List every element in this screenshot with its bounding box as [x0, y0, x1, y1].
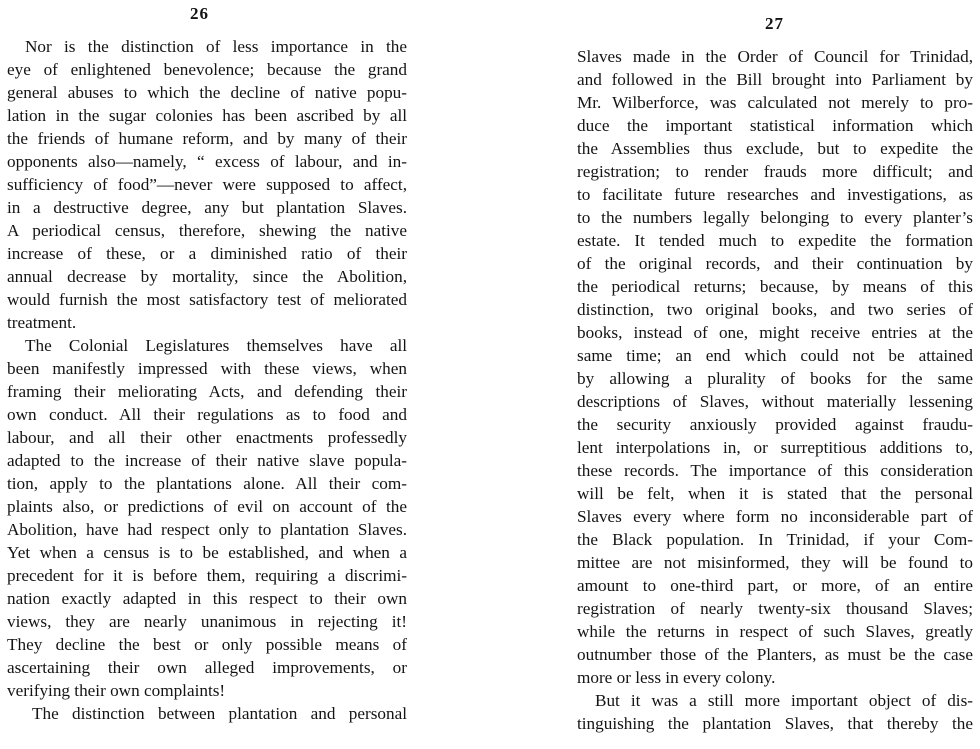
- text-line: descriptions of Slaves, without materially lessening: [577, 392, 973, 411]
- text-line: same time; an end which could not be attained: [577, 346, 973, 365]
- text-line: A periodical census, therefore, shewing the native: [7, 221, 407, 240]
- text-line: registration of nearly twenty-six thousand Slaves;: [577, 599, 973, 618]
- text-line: labour, and all their other enactments professedly: [7, 428, 407, 447]
- right-page-text: [577, 45, 973, 735]
- text-line: general abuses to which the decline of native popu-: [7, 83, 407, 102]
- text-line: The Colonial Legislatures themselves have all: [25, 336, 407, 355]
- text-line: adapted to the increase of their native slave popula-: [7, 451, 407, 470]
- text-line: sufficiency of food”—never were supposed to affect,: [7, 175, 407, 194]
- right-page: [560, 0, 980, 749]
- text-line: lent interpolations in, or surreptitious additions to,: [577, 438, 973, 457]
- text-line: by allowing a plurality of books for the same: [577, 369, 973, 388]
- text-line: increase of these, or a diminished ratio of their: [7, 244, 407, 263]
- text-line: tinguishing the plantation Slaves, that thereby the: [577, 714, 973, 733]
- text-line: annual decrease by mortality, since the Abolition,: [7, 267, 407, 286]
- text-line: to facilitate future researches and investigations, as: [577, 185, 973, 204]
- page-number-right: 27: [765, 14, 784, 33]
- text-line: mittee are not misinformed, they will be found to: [577, 553, 973, 572]
- left-page: [0, 0, 420, 749]
- text-line: and followed in the Bill brought into Parliament by: [577, 70, 973, 89]
- text-line: ascertaining their own alleged improvements, or: [7, 658, 407, 677]
- text-line: to the numbers legally belonging to every planter’s: [577, 208, 973, 227]
- text-line: precedent for it is before them, requiring a discrimi-: [7, 566, 407, 585]
- text-line: Abolition, have had respect only to plantation Slaves.: [7, 520, 407, 539]
- text-line: books, instead of one, might receive entries at the: [577, 323, 973, 342]
- text-line: The distinction between plantation and personal: [32, 704, 407, 723]
- text-line: been manifestly impressed with these views, when: [7, 359, 407, 378]
- text-line: registration; to render frauds more difficult; and: [577, 162, 973, 181]
- text-line: opponents also—namely, “ excess of labour, and in-: [7, 152, 407, 171]
- text-line: lation in the sugar colonies has been ascribed by all: [7, 106, 407, 125]
- text-line: the security anxiously provided against fraudu-: [577, 415, 973, 434]
- text-line: views, they are nearly unanimous in rejecting it!: [7, 612, 407, 631]
- text-line: They decline the best or only possible means of: [7, 635, 407, 654]
- text-line: But it was a still more important object of dis-: [595, 691, 973, 710]
- text-line: the periodical returns; because, by means of this: [577, 277, 973, 296]
- text-line: the Assemblies thus exclude, but to expedite the: [577, 139, 973, 158]
- text-line: outnumber those of the Planters, as must be the case: [577, 645, 973, 664]
- text-line: will be felt, when it is stated that the personal: [577, 484, 973, 503]
- page-number-left: 26: [190, 4, 209, 23]
- text-line: tion, apply to the plantations alone. All their com-: [7, 474, 407, 493]
- text-line: the friends of humane reform, and by many of their: [7, 129, 407, 148]
- text-line: eye of enlightened benevolence; because the grand: [7, 60, 407, 79]
- text-line: more or less in every colony.: [577, 668, 776, 687]
- text-line: Slaves every where form no inconsiderable part of: [577, 507, 973, 526]
- text-line: while the returns in respect of such Slaves, greatly: [577, 622, 973, 641]
- text-line: Yet when a census is to be established, and when a: [7, 543, 407, 562]
- text-line: would furnish the most satisfactory test of meliorated: [7, 290, 407, 309]
- text-line: Mr. Wilberforce, was calculated not merely to pro-: [577, 93, 973, 112]
- text-line: these records. The importance of this consideration: [577, 461, 973, 480]
- text-line: duce the important statistical information which: [577, 116, 973, 135]
- text-line: of the original records, and their continuation by: [577, 254, 973, 273]
- text-line: treatment.: [7, 313, 77, 332]
- text-line: nation exactly adapted in this respect to their own: [7, 589, 407, 608]
- text-line: amount to one-third part, or more, of an entire: [577, 576, 973, 595]
- text-line: distinction, two original books, and two series of: [577, 300, 973, 319]
- text-line: Nor is the distinction of less importance in the: [25, 37, 407, 56]
- text-line: estate. It tended much to expedite the formation: [577, 231, 973, 250]
- text-line: in a destructive degree, any but plantation Slaves.: [7, 198, 407, 217]
- text-line: the Black population. In Trinidad, if your Com-: [577, 530, 973, 549]
- text-line: own conduct. All their regulations as to food and: [7, 405, 407, 424]
- text-line: verifying their own complaints!: [7, 681, 226, 700]
- left-page-text: [7, 35, 407, 725]
- text-line: framing their meliorating Acts, and defending their: [7, 382, 407, 401]
- text-line: plaints also, or predictions of evil on account of the: [7, 497, 407, 516]
- text-line: Slaves made in the Order of Council for Trinidad,: [577, 47, 973, 66]
